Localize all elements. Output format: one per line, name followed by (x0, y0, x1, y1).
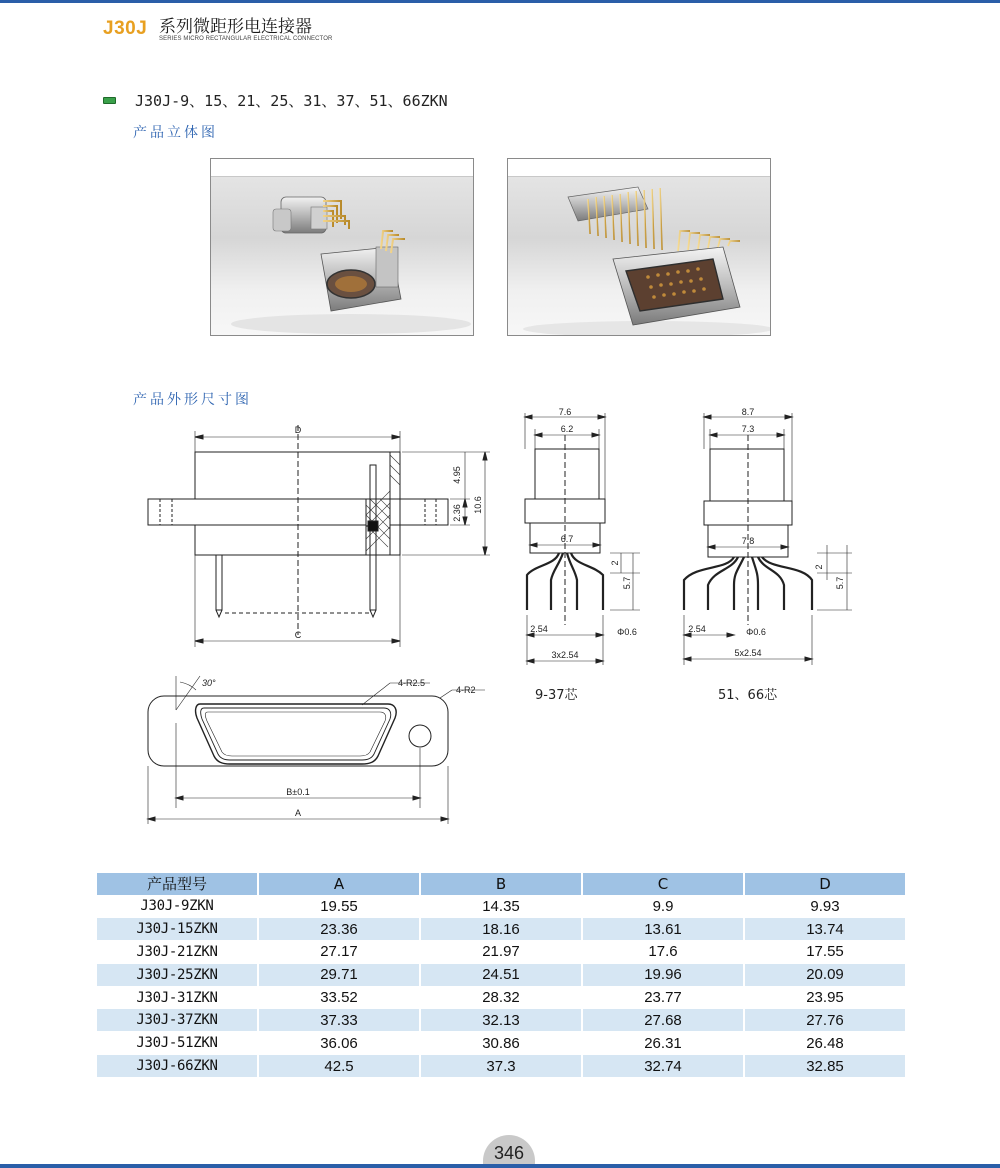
cell-b: 28.32 (420, 986, 582, 1009)
cell-model: J30J-37ZKN (97, 1009, 258, 1032)
bottom-rule (0, 1164, 1000, 1168)
cell-d: 20.09 (744, 963, 905, 986)
header-b: B (420, 873, 582, 895)
cell-model: J30J-66ZKN (97, 1055, 258, 1078)
cell-b: 37.3 (420, 1055, 582, 1078)
cell-a: 36.06 (258, 1032, 420, 1055)
cell-c: 9.9 (582, 895, 744, 918)
radius-label-r2: 4-R2 (456, 685, 476, 695)
side-view-large-drawing (672, 405, 862, 670)
table-row (97, 1032, 905, 1055)
cell-c: 32.74 (582, 1055, 744, 1078)
dim-label-a: A (294, 808, 302, 818)
product-photo-small (210, 158, 474, 336)
connector-render-image (211, 159, 474, 336)
caption-9-37: 9-37芯 (535, 688, 578, 703)
table-row (97, 1055, 905, 1078)
cell-b: 32.13 (420, 1009, 582, 1032)
cell-d: 13.74 (744, 918, 905, 941)
dim-label-2: 2 (610, 560, 620, 566)
dim-label-phi: Φ0.6 (746, 627, 766, 637)
cell-a: 33.52 (258, 986, 420, 1009)
section-outline-dims: 产品外形尺寸图 (133, 392, 252, 408)
dim-label-10-6: 10.6 (473, 496, 483, 514)
header-a: A (258, 873, 420, 895)
dim-label-7-8: 7.8 (741, 536, 755, 546)
dim-label-7-6: 7.6 (558, 407, 572, 417)
dim-label-7-3: 7.3 (741, 424, 755, 434)
side-view-small-drawing (515, 405, 645, 670)
cell-b: 14.35 (420, 895, 582, 918)
cell-model: J30J-21ZKN (97, 941, 258, 964)
series-title-cn: 系列微距形电连接器 (159, 17, 312, 37)
table-header-row (97, 873, 905, 895)
table-row (97, 895, 905, 918)
cell-d: 26.48 (744, 1032, 905, 1055)
dim-label-span: 3x2.54 (551, 650, 579, 660)
dim-label-5-7: 5.7 (622, 576, 632, 590)
cell-a: 19.55 (258, 895, 420, 918)
dim-label-4-95: 4.95 (452, 466, 462, 484)
page-number: 346 (493, 1143, 525, 1163)
cell-c: 19.96 (582, 963, 744, 986)
dim-label-2: 2 (814, 564, 824, 570)
model-title: J30J-9、15、21、25、31、37、51、66ZKN (135, 92, 448, 110)
table-row (97, 941, 905, 964)
cell-b: 18.16 (420, 918, 582, 941)
radius-label-r2-5: 4-R2.5 (398, 678, 426, 688)
cell-a: 42.5 (258, 1055, 420, 1078)
dim-label-2-36: 2.36 (452, 504, 462, 522)
top-view-drawing (140, 668, 490, 828)
cell-b: 21.97 (420, 941, 582, 964)
connector-render-image (508, 159, 771, 336)
cell-d: 17.55 (744, 941, 905, 964)
dim-label-pitch: 2.54 (530, 624, 548, 634)
cell-d: 27.76 (744, 1009, 905, 1032)
cell-model: J30J-25ZKN (97, 963, 258, 986)
table-row (97, 963, 905, 986)
cell-c: 26.31 (582, 1032, 744, 1055)
header-d: D (744, 873, 905, 895)
dim-label-b: B±0.1 (286, 787, 310, 797)
cell-d: 9.93 (744, 895, 905, 918)
cell-a: 23.36 (258, 918, 420, 941)
header-c: C (582, 873, 744, 895)
dim-label-c: C (294, 630, 302, 640)
cell-c: 13.61 (582, 918, 744, 941)
dim-label-6-7: 6.7 (560, 534, 574, 544)
product-photo-large (507, 158, 771, 336)
cell-model: J30J-51ZKN (97, 1032, 258, 1055)
cell-c: 23.77 (582, 986, 744, 1009)
dim-label-d: D (294, 425, 302, 435)
header-model: 产品型号 (97, 873, 258, 895)
cell-a: 29.71 (258, 963, 420, 986)
series-title-en: SERIES MICRO RECTANGULAR ELECTRICAL CONNECTOR (159, 36, 333, 42)
bullet-marker-icon (103, 97, 116, 104)
table-row (97, 918, 905, 941)
brand-logo: J30J (103, 18, 148, 39)
dimension-table (97, 873, 905, 1077)
cell-model: J30J-9ZKN (97, 895, 258, 918)
dim-label-6-2: 6.2 (560, 424, 574, 434)
cell-model: J30J-15ZKN (97, 918, 258, 941)
cell-c: 27.68 (582, 1009, 744, 1032)
cell-b: 30.86 (420, 1032, 582, 1055)
dim-label-pitch: 2.54 (688, 624, 706, 634)
cell-c: 17.6 (582, 941, 744, 964)
cell-a: 27.17 (258, 941, 420, 964)
cell-d: 32.85 (744, 1055, 905, 1078)
table-row (97, 986, 905, 1009)
front-view-drawing (140, 415, 500, 665)
top-rule (0, 0, 1000, 3)
table-row (97, 1009, 905, 1032)
cell-a: 37.33 (258, 1009, 420, 1032)
section-solid-view: 产品立体图 (133, 125, 218, 141)
dim-label-span: 5x2.54 (734, 648, 762, 658)
cell-b: 24.51 (420, 963, 582, 986)
dim-label-8-7: 8.7 (741, 407, 755, 417)
caption-51-66: 51、66芯 (718, 688, 778, 703)
cell-d: 23.95 (744, 986, 905, 1009)
model-heading (103, 90, 448, 111)
dim-label-5-7: 5.7 (835, 576, 845, 590)
cell-model: J30J-31ZKN (97, 986, 258, 1009)
dim-label-phi: Φ0.6 (617, 627, 637, 637)
angle-label: 30° (202, 678, 216, 688)
